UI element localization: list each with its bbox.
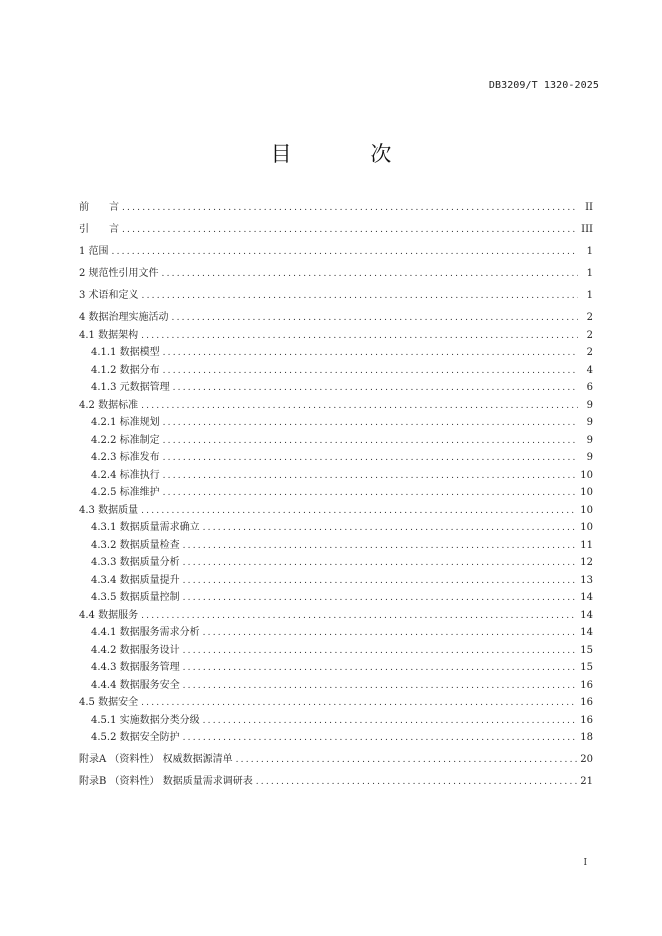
toc-entry[interactable] (79, 324, 593, 342)
toc-entry[interactable] (79, 517, 593, 535)
dot-leader (183, 540, 578, 552)
toc-entry-label: 附录B （资料性） 数据质量需求调研表 (79, 776, 253, 787)
toc-entry-page: 1 (586, 268, 593, 279)
toc-entry-page: 2 (586, 312, 593, 323)
dot-leader (183, 592, 578, 604)
toc-entry-label: 3 术语和定义 (79, 290, 139, 301)
toc-entry[interactable] (79, 744, 593, 766)
dot-leader (141, 697, 577, 709)
toc-entry-page: 15 (580, 662, 593, 673)
dot-leader (183, 575, 578, 587)
dot-leader (173, 382, 578, 394)
toc-entry[interactable] (79, 674, 593, 692)
toc-entry-page: 4 (586, 364, 593, 376)
toc-entry[interactable] (79, 552, 593, 570)
toc-entry-label: 4.5.2 数据安全防护 (91, 732, 180, 743)
toc-entry-page: 11 (580, 539, 593, 551)
toc-entry-label: 4.1 数据架构 (79, 329, 139, 341)
dot-leader (163, 365, 578, 377)
toc-entry-page: II (585, 202, 593, 213)
toc-entry-label: 前 言 (79, 202, 119, 213)
toc-entry-page: 9 (586, 399, 593, 411)
toc-entry-label: 4.3.5 数据质量控制 (91, 592, 180, 603)
toc-entry-label: 4 数据治理实施活动 (79, 312, 169, 323)
toc-entry-label: 2 规范性引用文件 (79, 268, 159, 279)
dot-leader (183, 680, 578, 692)
toc-entry-label: 4.2.5 标准维护 (91, 487, 160, 498)
toc-entry[interactable] (79, 464, 593, 482)
toc-entry[interactable] (79, 394, 593, 412)
toc-entry-label: 引 言 (79, 224, 119, 235)
dot-leader (142, 290, 578, 302)
toc-entry[interactable] (79, 447, 593, 465)
toc-entry[interactable] (79, 766, 593, 788)
toc-entry-label: 4.4 数据服务 (79, 609, 139, 621)
toc-entry-page: 10 (580, 469, 593, 481)
toc-entry[interactable] (79, 727, 593, 745)
dot-leader (141, 610, 577, 622)
toc-entry-page: 9 (586, 417, 593, 428)
toc-entry-page: 15 (580, 644, 593, 656)
toc-entry-label: 4.1.1 数据模型 (91, 347, 160, 358)
toc-entry[interactable] (79, 604, 593, 622)
dot-leader (256, 776, 578, 788)
toc-entry-page: 16 (580, 697, 593, 708)
toc-entry-page: 20 (580, 754, 593, 765)
dot-leader (163, 417, 578, 429)
toc-entry[interactable] (79, 587, 593, 605)
toc-entry[interactable] (79, 412, 593, 430)
dot-leader (163, 487, 578, 499)
toc-entry[interactable] (79, 342, 593, 360)
toc-entry[interactable] (79, 622, 593, 640)
toc-entry-label: 4.3 数据质量 (79, 504, 139, 516)
toc-entry-label: 4.4.2 数据服务设计 (91, 644, 180, 656)
toc-entry-page: 2 (586, 347, 593, 358)
toc-entry[interactable] (79, 692, 593, 710)
toc-entry-label: 4.3.3 数据质量分析 (91, 557, 180, 568)
dot-leader (172, 312, 578, 324)
toc-entry[interactable] (79, 499, 593, 517)
dot-leader (112, 246, 578, 258)
page-number: I (583, 858, 587, 868)
dot-leader (163, 470, 578, 482)
dot-leader (183, 557, 578, 569)
toc-entry[interactable] (79, 258, 593, 280)
dot-leader (163, 347, 578, 359)
toc-entry-page: 1 (586, 246, 593, 257)
toc-entry-label: 4.2.4 标准执行 (91, 469, 160, 481)
dot-leader (141, 330, 578, 342)
dot-leader (203, 522, 578, 534)
toc-entry-page: 14 (580, 592, 593, 603)
dot-leader (183, 732, 578, 744)
dot-leader (122, 202, 578, 214)
toc-entry-page: 14 (580, 627, 593, 638)
toc-entry[interactable] (79, 639, 593, 657)
toc-entry[interactable] (79, 569, 593, 587)
dot-leader (236, 754, 578, 766)
toc-entry[interactable] (79, 482, 593, 500)
toc-entry-label: 4.5 数据安全 (79, 697, 139, 708)
toc-entry-label: 4.4.1 数据服务需求分析 (91, 627, 200, 638)
toc-entry-page: 1 (586, 290, 593, 301)
toc-entry[interactable] (79, 192, 593, 214)
dot-leader (141, 505, 577, 517)
toc-entry-label: 4.4.3 数据服务管理 (91, 662, 180, 673)
toc-entry-label: 4.2.3 标准发布 (91, 452, 160, 463)
toc-entry-label: 4.5.1 实施数据分类分级 (91, 714, 200, 726)
toc-entry-page: 21 (580, 776, 593, 787)
dot-leader (163, 435, 578, 447)
dot-leader (183, 645, 578, 657)
toc-entry[interactable] (79, 302, 593, 324)
toc-entry-label: 附录A （资料性） 权威数据源清单 (79, 754, 233, 765)
toc-entry-label: 4.2.1 标准规划 (91, 417, 160, 428)
toc-entry-label: 4.2 数据标准 (79, 399, 139, 411)
document-code: DB3209/T 1320-2025 (488, 80, 599, 91)
toc-entry-page: 14 (580, 609, 593, 621)
toc-entry-page: 16 (580, 714, 593, 726)
toc-entry[interactable] (79, 359, 593, 377)
toc-entry-label: 1 范围 (79, 246, 109, 257)
dot-leader (203, 627, 578, 639)
toc-entry[interactable] (79, 429, 593, 447)
toc-entry-page: 10 (580, 504, 593, 516)
dot-leader (183, 662, 578, 674)
toc-entry-label: 4.2.2 标准制定 (91, 434, 160, 446)
toc-entry-page: 10 (580, 522, 593, 533)
page-title: 目 次 (270, 142, 428, 166)
dot-leader (122, 224, 578, 236)
toc-entry-label: 4.3.4 数据质量提升 (91, 574, 180, 586)
toc-entry[interactable] (79, 709, 593, 727)
toc-entry-page: 9 (586, 452, 593, 463)
dot-leader (162, 268, 578, 280)
toc-entry-page: 2 (586, 329, 593, 341)
toc-entry[interactable] (79, 377, 593, 395)
toc-entry[interactable] (79, 214, 593, 236)
toc-entry-label: 4.3.1 数据质量需求确立 (91, 522, 200, 533)
dot-leader (203, 715, 578, 727)
dot-leader (141, 400, 578, 412)
toc-entry[interactable] (79, 236, 593, 258)
toc-entry-label: 4.3.2 数据质量检查 (91, 539, 180, 551)
toc-entry-page: 16 (580, 679, 593, 691)
toc-entry-page: 13 (580, 574, 593, 586)
toc-entry[interactable] (79, 534, 593, 552)
table-of-contents (79, 192, 593, 788)
toc-entry[interactable] (79, 657, 593, 675)
toc-entry-label: 4.1.3 元数据管理 (91, 382, 170, 393)
dot-leader (163, 452, 578, 464)
toc-entry-page: 18 (580, 732, 593, 743)
toc-entry-page: 6 (586, 382, 593, 393)
toc-entry-label: 4.4.4 数据服务安全 (91, 679, 180, 691)
toc-entry-page: III (581, 224, 593, 235)
toc-entry-label: 4.1.2 数据分布 (91, 364, 160, 376)
toc-entry-page: 12 (580, 557, 593, 568)
toc-entry-page: 10 (580, 487, 593, 498)
toc-entry-page: 9 (586, 434, 593, 446)
toc-entry[interactable] (79, 280, 593, 302)
